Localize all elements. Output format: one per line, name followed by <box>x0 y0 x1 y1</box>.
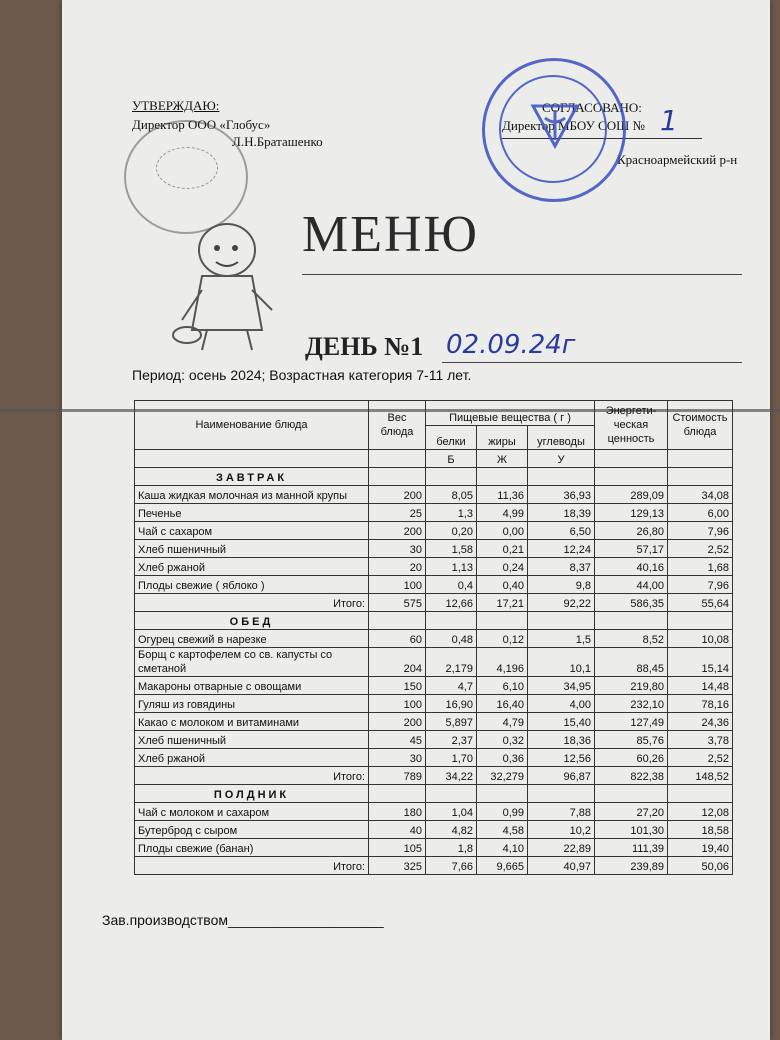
dish-carbs: 6,50 <box>528 522 595 540</box>
dish-weight: 25 <box>369 504 426 522</box>
dish-weight: 100 <box>369 695 426 713</box>
dish-energy: 44,00 <box>595 576 668 594</box>
stamp-emblem-icon <box>525 96 585 156</box>
dish-fat: 16,40 <box>477 695 528 713</box>
dish-cost: 7,96 <box>668 522 733 540</box>
total-cost: 148,52 <box>668 767 733 785</box>
dish-fat: 0,00 <box>477 522 528 540</box>
dish-protein: 5,897 <box>426 713 477 731</box>
empty-cell <box>477 612 528 630</box>
empty-cell <box>528 468 595 486</box>
dish-fat: 4,58 <box>477 821 528 839</box>
dish-cost: 2,52 <box>668 540 733 558</box>
col-carbs: углеводы <box>528 425 595 450</box>
dish-protein: 16,90 <box>426 695 477 713</box>
empty-cell <box>595 785 668 803</box>
empty-cell <box>369 612 426 630</box>
dish-cost: 18,58 <box>668 821 733 839</box>
dish-cost: 6,00 <box>668 504 733 522</box>
dish-protein: 0,20 <box>426 522 477 540</box>
approve-title: УТВЕРЖДАЮ: <box>132 98 220 113</box>
col-protein: белки <box>426 425 477 450</box>
chef-illustration-icon <box>172 210 282 360</box>
dish-carbs: 9,8 <box>528 576 595 594</box>
dish-protein: 1,13 <box>426 558 477 576</box>
dish-weight: 105 <box>369 839 426 857</box>
agreed-region: Красноармейский р-н <box>617 152 738 167</box>
dish-fat: 4,99 <box>477 504 528 522</box>
col-weight: Вес блюда <box>369 401 426 450</box>
dish-name: Печенье <box>135 504 369 522</box>
dish-fat: 4,79 <box>477 713 528 731</box>
school-stamp <box>482 58 626 202</box>
empty-cell <box>528 612 595 630</box>
dish-carbs: 34,95 <box>528 677 595 695</box>
dish-weight: 180 <box>369 803 426 821</box>
total-energy: 239,89 <box>595 857 668 875</box>
total-energy: 822,38 <box>595 767 668 785</box>
dish-cost: 14,48 <box>668 677 733 695</box>
total-fat: 17,21 <box>477 594 528 612</box>
empty-cell <box>477 468 528 486</box>
dish-carbs: 8,37 <box>528 558 595 576</box>
section-title: ОБЕД <box>135 612 369 630</box>
col-energy: Энергети-ческая ценность <box>595 401 668 450</box>
dish-fat: 0,12 <box>477 630 528 648</box>
empty-cell <box>595 468 668 486</box>
dish-protein: 1,3 <box>426 504 477 522</box>
dish-protein: 4,82 <box>426 821 477 839</box>
dish-carbs: 36,93 <box>528 486 595 504</box>
period-line: Период: осень 2024; Возрастная категория 7-11 лет. <box>132 367 472 383</box>
table-row <box>135 731 733 749</box>
table-row <box>135 677 733 695</box>
dish-cost: 2,52 <box>668 749 733 767</box>
dish-fat: 11,36 <box>477 486 528 504</box>
dish-carbs: 18,39 <box>528 504 595 522</box>
total-protein: 12,66 <box>426 594 477 612</box>
dish-weight: 45 <box>369 731 426 749</box>
dish-energy: 8,52 <box>595 630 668 648</box>
dish-cost: 19,40 <box>668 839 733 857</box>
dish-carbs: 4,00 <box>528 695 595 713</box>
breakfast-section <box>135 468 733 612</box>
dish-cost: 15,14 <box>668 648 733 677</box>
dish-protein: 2,179 <box>426 648 477 677</box>
dish-energy: 40,16 <box>595 558 668 576</box>
section-title: ЗАВТРАК <box>135 468 369 486</box>
dish-energy: 85,76 <box>595 731 668 749</box>
dish-fat: 0,36 <box>477 749 528 767</box>
dish-energy: 101,30 <box>595 821 668 839</box>
dish-name: Хлеб пшеничный <box>135 540 369 558</box>
empty-cell <box>595 612 668 630</box>
table-row <box>135 839 733 857</box>
dish-energy: 219,80 <box>595 677 668 695</box>
total-weight: 789 <box>369 767 426 785</box>
dish-energy: 111,39 <box>595 839 668 857</box>
empty-cell <box>369 785 426 803</box>
dish-carbs: 7,88 <box>528 803 595 821</box>
dish-protein: 1,70 <box>426 749 477 767</box>
approve-role: Директор ООО «Глобус» <box>132 117 271 132</box>
dish-weight: 100 <box>369 576 426 594</box>
table-row <box>135 486 733 504</box>
dish-name: Хлеб ржаной <box>135 558 369 576</box>
dish-weight: 40 <box>369 821 426 839</box>
total-row <box>135 857 733 875</box>
dish-protein: 1,8 <box>426 839 477 857</box>
empty-cell <box>668 612 733 630</box>
dish-name: Каша жидкая молочная из манной крупы <box>135 486 369 504</box>
col-cost: Стоимость блюда <box>668 401 733 450</box>
col-u: У <box>528 450 595 468</box>
dish-name: Борщ с картофелем со св. капусты со сметаной <box>135 648 369 677</box>
total-carbs: 92,22 <box>528 594 595 612</box>
dish-name: Плоды свежие (банан) <box>135 839 369 857</box>
dish-cost: 12,08 <box>668 803 733 821</box>
dish-fat: 0,32 <box>477 731 528 749</box>
dish-carbs: 10,1 <box>528 648 595 677</box>
dish-fat: 4,196 <box>477 648 528 677</box>
total-row <box>135 767 733 785</box>
total-weight: 575 <box>369 594 426 612</box>
dish-weight: 30 <box>369 749 426 767</box>
col-cost-sub <box>668 450 733 468</box>
total-fat: 9,665 <box>477 857 528 875</box>
empty-cell <box>426 468 477 486</box>
dish-fat: 0,24 <box>477 558 528 576</box>
total-label: Итого: <box>135 767 369 785</box>
total-carbs: 40,97 <box>528 857 595 875</box>
dish-name: Чай с сахаром <box>135 522 369 540</box>
lunch-section <box>135 612 733 785</box>
total-carbs: 96,87 <box>528 767 595 785</box>
table-row <box>135 522 733 540</box>
dish-fat: 4,10 <box>477 839 528 857</box>
dish-energy: 127,49 <box>595 713 668 731</box>
col-name: Наименование блюда <box>135 401 369 450</box>
dish-fat: 0,40 <box>477 576 528 594</box>
total-label: Итого: <box>135 857 369 875</box>
table-row <box>135 540 733 558</box>
empty-cell <box>668 785 733 803</box>
dish-energy: 27,20 <box>595 803 668 821</box>
table-row <box>135 504 733 522</box>
table-row <box>135 695 733 713</box>
dish-fat: 6,10 <box>477 677 528 695</box>
dish-weight: 200 <box>369 486 426 504</box>
dish-energy: 57,17 <box>595 540 668 558</box>
dish-energy: 289,09 <box>595 486 668 504</box>
dish-carbs: 12,24 <box>528 540 595 558</box>
snack-section <box>135 785 733 875</box>
dish-cost: 78,16 <box>668 695 733 713</box>
total-row <box>135 594 733 612</box>
agreed-title: СОГЛАСОВАНО: <box>542 100 642 115</box>
manager-signature: Зав.производством____________________ <box>102 912 384 928</box>
dish-weight: 20 <box>369 558 426 576</box>
dish-name: Хлеб ржаной <box>135 749 369 767</box>
dish-protein: 0,48 <box>426 630 477 648</box>
menu-table <box>134 400 733 875</box>
dish-energy: 129,13 <box>595 504 668 522</box>
total-cost: 55,64 <box>668 594 733 612</box>
dish-weight: 150 <box>369 677 426 695</box>
col-energy-sub <box>595 450 668 468</box>
day-label: ДЕНЬ №1 <box>305 332 424 361</box>
dish-cost: 1,68 <box>668 558 733 576</box>
table-row <box>135 713 733 731</box>
dish-carbs: 10,2 <box>528 821 595 839</box>
dish-name: Чай с молоком и сахаром <box>135 803 369 821</box>
table-row <box>135 576 733 594</box>
dish-energy: 26,80 <box>595 522 668 540</box>
menu-title: МЕНЮ <box>302 206 479 263</box>
dish-carbs: 15,40 <box>528 713 595 731</box>
empty-cell <box>369 468 426 486</box>
title-underline <box>302 274 742 275</box>
dish-name: Макароны отварные с овощами <box>135 677 369 695</box>
section-title: ПОЛДНИК <box>135 785 369 803</box>
dish-name: Хлеб пшеничный <box>135 731 369 749</box>
total-cost: 50,06 <box>668 857 733 875</box>
dish-carbs: 12,56 <box>528 749 595 767</box>
col-nutrients: Пищевые вещества ( г ) <box>426 401 595 426</box>
table-row <box>135 821 733 839</box>
total-protein: 7,66 <box>426 857 477 875</box>
menu-sheet <box>62 0 770 1040</box>
total-label: Итого: <box>135 594 369 612</box>
empty-cell <box>528 785 595 803</box>
col-zh: Ж <box>477 450 528 468</box>
dish-cost: 7,96 <box>668 576 733 594</box>
dish-carbs: 1,5 <box>528 630 595 648</box>
dish-cost: 24,36 <box>668 713 733 731</box>
dish-fat: 0,99 <box>477 803 528 821</box>
dish-weight: 200 <box>369 713 426 731</box>
col-b: Б <box>426 450 477 468</box>
dish-energy: 232,10 <box>595 695 668 713</box>
dish-cost: 34,08 <box>668 486 733 504</box>
dish-weight: 60 <box>369 630 426 648</box>
dish-weight: 200 <box>369 522 426 540</box>
dish-energy: 60,26 <box>595 749 668 767</box>
dish-carbs: 22,89 <box>528 839 595 857</box>
dish-name: Гуляш из говядины <box>135 695 369 713</box>
col-weight-sub <box>369 450 426 468</box>
dish-protein: 0,4 <box>426 576 477 594</box>
dish-name: Какао с молоком и витаминами <box>135 713 369 731</box>
empty-cell <box>426 785 477 803</box>
dish-weight: 204 <box>369 648 426 677</box>
dish-cost: 10,08 <box>668 630 733 648</box>
day-underline <box>442 362 742 363</box>
total-fat: 32,279 <box>477 767 528 785</box>
empty-cell <box>426 612 477 630</box>
table-row <box>135 749 733 767</box>
table-row <box>135 803 733 821</box>
dish-protein: 1,58 <box>426 540 477 558</box>
table-row <box>135 648 733 677</box>
approve-name: Л.Н.Браташенко <box>232 134 323 149</box>
dish-name: Огурец свежий в нарезке <box>135 630 369 648</box>
day-date: 02.09.24г <box>446 330 576 360</box>
school-number: 1 <box>660 104 678 137</box>
table-row <box>135 630 733 648</box>
dish-cost: 3,78 <box>668 731 733 749</box>
agreed-role: Директор МБОУ СОШ № <box>502 118 645 133</box>
dish-name: Плоды свежие ( яблоко ) <box>135 576 369 594</box>
dish-carbs: 18,36 <box>528 731 595 749</box>
table-row <box>135 558 733 576</box>
dish-name: Бутерброд с сыром <box>135 821 369 839</box>
total-protein: 34,22 <box>426 767 477 785</box>
dish-protein: 4,7 <box>426 677 477 695</box>
empty-cell <box>477 785 528 803</box>
col-fat: жиры <box>477 425 528 450</box>
dish-weight: 30 <box>369 540 426 558</box>
empty-cell <box>668 468 733 486</box>
dish-energy: 88,45 <box>595 648 668 677</box>
dish-protein: 1,04 <box>426 803 477 821</box>
dish-protein: 8,05 <box>426 486 477 504</box>
total-energy: 586,35 <box>595 594 668 612</box>
col-name-sub <box>135 450 369 468</box>
total-weight: 325 <box>369 857 426 875</box>
dish-protein: 2,37 <box>426 731 477 749</box>
dish-fat: 0,21 <box>477 540 528 558</box>
